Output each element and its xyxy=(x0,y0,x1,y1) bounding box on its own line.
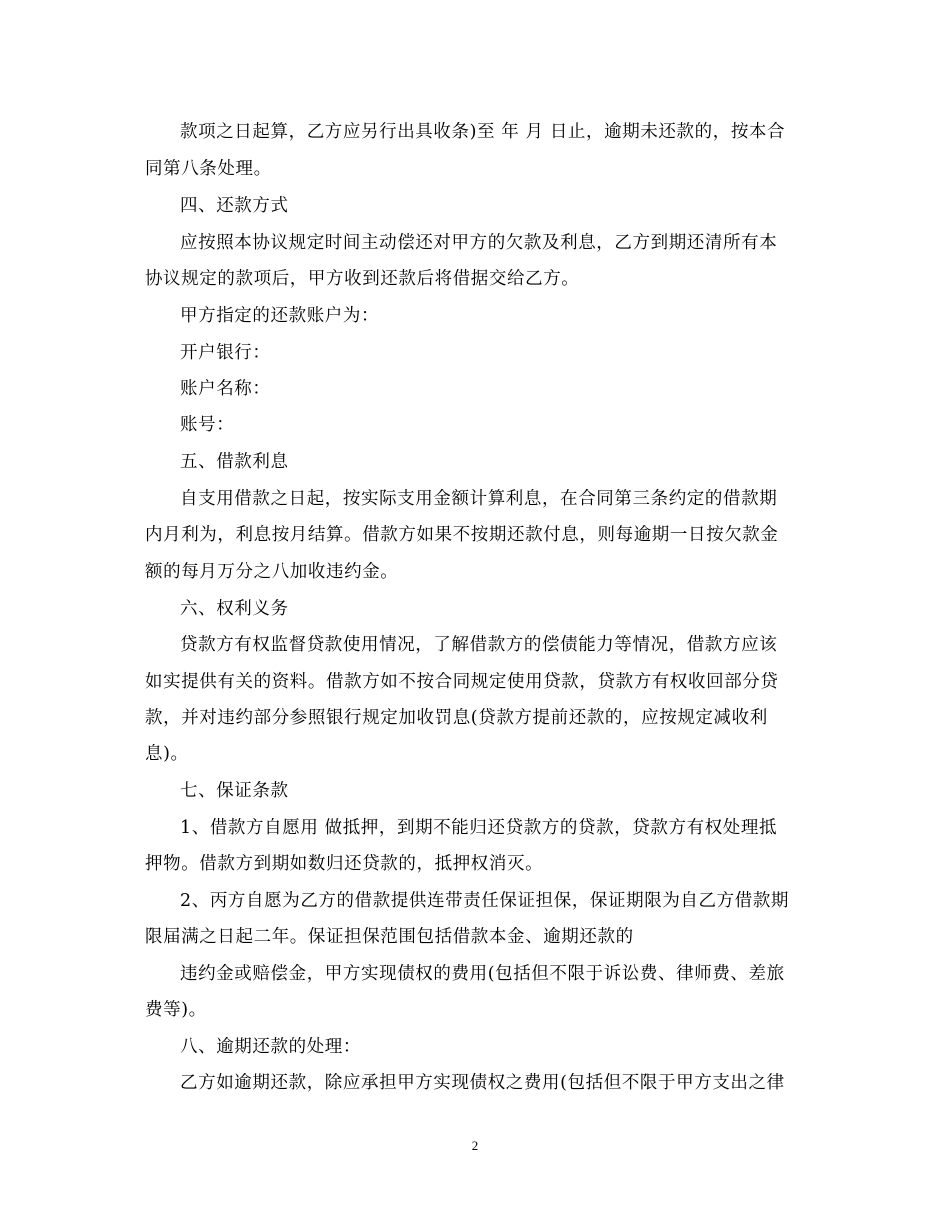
body-text-line: 协议规定的款项后，甲方收到还款后将借据交给乙方。 xyxy=(145,269,580,289)
section-heading: 八、逾期还款的处理： xyxy=(180,1037,361,1057)
body-text-line: 同第八条处理。 xyxy=(145,159,272,179)
body-text-line: 自支用借款之日起，按实际支用金额计算利息，在合同第三条约定的借款期 xyxy=(180,489,778,509)
body-text-line: 乙方如逾期还款，除应承担甲方实现债权之费用(包括但不限于甲方支出之律 xyxy=(180,1073,785,1093)
body-text-line: 贷款方有权监督贷款使用情况，了解借款方的偿债能力等情况，借款方应该 xyxy=(180,635,778,655)
body-text-line: 费等)。 xyxy=(145,1000,207,1020)
section-heading: 六、权利义务 xyxy=(180,599,289,619)
body-text-line: 款，并对违约部分参照银行规定加收罚息(贷款方提前还款的，应按规定减收利 xyxy=(145,708,768,728)
form-field-label: 开户银行： xyxy=(180,343,271,363)
body-text-line: 应按照本协议规定时间主动偿还对甲方的欠款及利息，乙方到期还清所有本 xyxy=(180,233,778,253)
body-text-line: 款项之日起算，乙方应另行出具收条)至 年 月 日止，逾期未还款的，按本合 xyxy=(180,122,786,142)
body-text-line: 违约金或赔偿金，甲方实现债权的费用(包括但不限于诉讼费、律师费、差旅 xyxy=(180,964,785,984)
page-number: 2 xyxy=(471,1138,479,1153)
section-heading: 七、保证条款 xyxy=(180,781,289,801)
body-text-line: 息)。 xyxy=(145,744,189,764)
body-text-line: 额的每月万分之八加收违约金。 xyxy=(145,562,399,582)
body-text-line: 2、丙方自愿为乙方的借款提供连带责任保证担保，保证期限为自乙方借款期 xyxy=(180,891,790,911)
body-text-line: 内月利为，利息按月结算。借款方如果不按期还款付息，则每逾期一日按欠款金 xyxy=(145,525,779,545)
section-heading: 四、还款方式 xyxy=(180,196,289,216)
form-field-label: 账户名称： xyxy=(180,379,271,399)
body-text-line: 如实提供有关的资料。借款方如不按合同规定使用贷款，贷款方有权收回部分贷 xyxy=(145,672,779,692)
section-heading: 五、借款利息 xyxy=(180,452,289,472)
body-text-line: 押物。借款方到期如数归还贷款的，抵押权消灭。 xyxy=(145,854,544,874)
body-text-line: 限届满之日起二年。保证担保范围包括借款本金、逾期还款的 xyxy=(145,927,634,947)
body-text-line: 1、借款方自愿用 做抵押，到期不能归还贷款方的贷款，贷款方有权处理抵 xyxy=(180,818,778,838)
body-text-line: 甲方指定的还款账户为： xyxy=(180,306,380,326)
form-field-label: 账号： xyxy=(180,415,235,435)
